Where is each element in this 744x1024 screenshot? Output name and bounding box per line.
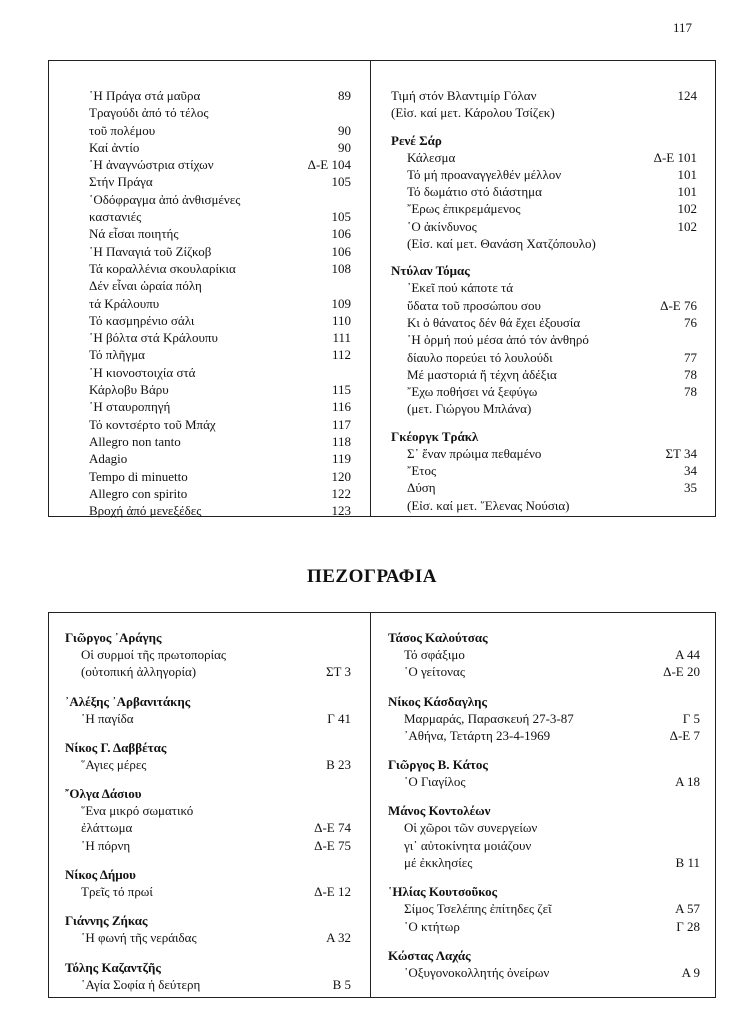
index-entry — [391, 400, 697, 417]
index-entry — [388, 819, 700, 836]
entry-title: Τρεῖς τό πρωί — [81, 884, 153, 900]
entry-title: Τό δωμάτιο στό διάστημα — [407, 184, 542, 200]
entry-page-ref: 122 — [331, 485, 351, 501]
entry-page-ref: ΣΤ 3 — [325, 664, 351, 680]
index-entry — [89, 87, 351, 104]
entry-title: Adagio — [89, 451, 128, 467]
author-name: Γιῶργος Β. Κάτος — [388, 757, 488, 773]
author-name: Νίκος Δήμου — [65, 867, 136, 883]
entry-title: ῾Η βόλτα στά Κράλουπυ — [89, 330, 218, 346]
entry-page-ref: ΣΤ 34 — [665, 445, 697, 461]
entry-page-ref: Β 11 — [675, 855, 700, 871]
entry-page-ref: 119 — [331, 451, 351, 467]
index-entry — [391, 366, 697, 383]
entry-title: Οἱ χῶροι τῶν συνεργείων — [404, 820, 538, 836]
index-entry — [391, 479, 697, 496]
entry-title: Οἱ συρμοί τῆς πρωτοπορίας — [81, 647, 227, 662]
index-entry — [391, 279, 697, 296]
entry-title: Τό κασμηρένιο σάλι — [89, 312, 195, 328]
entry-title: Allegro non tanto — [89, 433, 181, 449]
author-name: ῎Ολγα Δάσιου — [65, 786, 142, 802]
entry-title: ῾Η σταυροπηγή — [89, 399, 171, 415]
entry-title: Τιμή στόν Βλαντιμίρ Γόλαν — [391, 88, 537, 103]
author-name: Τόλης Καζαντζῆς — [65, 959, 161, 975]
entry-title: Τό σφάξιμο — [404, 647, 465, 662]
index-entry — [391, 218, 697, 235]
entry-title: Μαρμαράς, Παρασκευή 27-3-87 — [404, 710, 574, 726]
entry-title: ῾Η παγίδα — [81, 710, 134, 726]
entry-page-ref: 101 — [677, 184, 697, 200]
entry-page-ref: Α 44 — [675, 647, 700, 662]
entry-title: Καί ἀντίο — [89, 139, 140, 155]
entry-page-ref: 109 — [331, 295, 351, 311]
entry-title: Κάλεσμα — [407, 149, 456, 165]
index-entry — [391, 149, 697, 166]
poetry-author-groups — [391, 132, 697, 514]
entry-title: Τό κοντσέρτο τοῦ Μπάχ — [89, 416, 216, 432]
entry-page-ref: 111 — [332, 330, 351, 346]
entry-title: ῾Η ἀναγνώστρια στίχων — [89, 157, 214, 173]
column-divider — [370, 613, 371, 997]
author-name: Ρενέ Σάρ — [391, 132, 442, 148]
entry-title: ῞Αγιες μέρες — [81, 756, 147, 772]
author-group — [65, 866, 351, 900]
entry-title: (οὐτοπική ἀλληγορία) — [81, 664, 197, 680]
index-entry — [391, 445, 697, 462]
entry-page-ref: Δ-Ε 76 — [660, 297, 697, 313]
column-divider — [370, 61, 371, 516]
entry-title: ὕδατα τοῦ προσώπου σου — [407, 297, 541, 313]
index-entry — [65, 976, 351, 993]
entry-title: (μετ. Γιώργου Μπλάνα) — [407, 401, 532, 417]
entry-page-ref: 90 — [338, 122, 351, 138]
index-entry — [391, 104, 697, 121]
entry-page-ref: Α 32 — [326, 930, 351, 946]
entry-title: Δέν εἶναι ὡραία πόλη — [89, 278, 202, 294]
poetry-left-column — [89, 87, 351, 519]
index-entry — [89, 260, 351, 277]
author-group — [388, 947, 700, 981]
index-entry — [89, 225, 351, 242]
entry-page-ref: 115 — [331, 382, 351, 398]
entry-page-ref: Δ-Ε 75 — [314, 837, 351, 853]
entry-page-ref: 120 — [331, 468, 351, 484]
author-name: Γκέοργκ Τράκλ — [391, 428, 479, 444]
author-group — [388, 756, 700, 790]
entry-page-ref: 76 — [684, 314, 697, 330]
entry-page-ref: 118 — [331, 433, 351, 449]
author-group — [391, 132, 697, 253]
index-entry — [89, 364, 351, 381]
author-group — [391, 428, 697, 514]
prose-left-column — [65, 629, 351, 1005]
index-entry — [89, 485, 351, 502]
index-entry — [391, 349, 697, 366]
entry-title: ῾Η Παναγιά τοῦ Ζίζκοβ — [89, 243, 212, 259]
entry-title: ῾Η κιονοστοιχία στά — [89, 364, 196, 380]
entry-page-ref: 106 — [331, 226, 351, 242]
index-entry — [65, 929, 351, 946]
entry-title: ῾Ο κτήτωρ — [404, 918, 460, 934]
index-entry — [89, 156, 351, 173]
author-group — [388, 883, 700, 935]
page-number: 117 — [672, 20, 692, 35]
index-entry — [65, 710, 351, 727]
entry-page-ref: Β 23 — [326, 756, 351, 772]
index-entry — [388, 727, 700, 744]
entry-page-ref: Γ 5 — [682, 710, 700, 726]
entry-title: ῾Ο ἀκίνδυνος — [407, 218, 477, 234]
index-entry — [89, 312, 351, 329]
entry-title: ᾿Αθήνα, Τετάρτη 23-4-1969 — [404, 727, 551, 743]
entry-title: Τά κοραλλένια σκουλαρίκια — [89, 260, 236, 276]
entry-page-ref: Α 57 — [675, 901, 700, 917]
entry-title: ῾Οδόφραγμα ἀπό ἀνθισμένες — [89, 191, 241, 207]
index-entry — [391, 383, 697, 400]
index-entry — [391, 462, 697, 479]
author-group — [65, 693, 351, 727]
entry-page-ref: 102 — [677, 201, 697, 217]
entry-page-ref: Δ-Ε 12 — [314, 884, 351, 900]
entry-title: Σ᾿ ἕναν πρώιμα πεθαμένο — [407, 445, 542, 461]
author-group — [388, 802, 700, 871]
entry-title: ᾿Οξυγονοκολλητής ὀνείρων — [404, 964, 550, 980]
author-name: Τάσος Καλούτσας — [388, 630, 488, 645]
index-entry — [89, 208, 351, 225]
entry-page-ref: Γ 28 — [676, 918, 700, 934]
entry-page-ref: 105 — [331, 174, 351, 190]
entry-title: ῾Αγία Σοφία ἡ δεύτερη — [81, 976, 201, 992]
poetry-right-top — [391, 87, 697, 122]
entry-title: ῾Η πόρνη — [81, 837, 131, 853]
entry-title: Τό μή προαναγγελθέν μέλλον — [407, 166, 562, 182]
entry-title: ῞Ενα μικρό σωματικό — [81, 803, 194, 819]
author-name: Γιῶργος ᾿Αράγης — [65, 630, 162, 645]
index-entry — [391, 314, 697, 331]
poetry-right-column — [391, 87, 697, 524]
entry-page-ref: 34 — [684, 463, 697, 479]
author-group — [388, 693, 700, 745]
index-entry — [65, 819, 351, 836]
index-entry — [89, 173, 351, 190]
entry-title: ῾Η ὁρμή πού μέσα ἀπό τόν ἀνθηρό — [407, 332, 589, 348]
entry-page-ref: 116 — [331, 399, 351, 415]
entry-title: ῾Η φωνή τῆς νεράιδας — [81, 930, 197, 946]
index-entry — [89, 381, 351, 398]
author-group — [65, 739, 351, 773]
author-name: ῾Ηλίας Κουτσοῦκος — [388, 884, 498, 900]
index-entry — [65, 646, 351, 663]
author-name: ᾿Αλέξης ᾿Αρβανιτάκης — [65, 693, 191, 709]
entry-page-ref: Δ-Ε 20 — [663, 664, 700, 680]
index-entry — [388, 646, 700, 663]
entry-title: ᾿Εκεῖ πού κάποτε τά — [407, 280, 514, 296]
entry-page-ref: Δ-Ε 101 — [653, 149, 697, 165]
index-entry — [391, 235, 697, 252]
entry-page-ref: 77 — [684, 349, 697, 365]
entry-title: Σίμος Τσελέπης ἐπίτηδες ζεῖ — [404, 901, 552, 917]
entry-page-ref: 35 — [684, 480, 697, 496]
author-group — [65, 629, 351, 681]
index-entry — [388, 663, 700, 680]
entry-title: Tempo di minuetto — [89, 468, 188, 484]
index-entry — [89, 139, 351, 156]
author-group — [65, 912, 351, 946]
entry-title: ῎Ετος — [407, 463, 437, 479]
index-entry — [89, 416, 351, 433]
entry-page-ref: 123 — [331, 503, 351, 519]
index-entry — [89, 468, 351, 485]
index-entry — [65, 837, 351, 854]
entry-page-ref: 78 — [684, 366, 697, 382]
entry-page-ref: 78 — [684, 384, 697, 400]
prose-right-column — [388, 629, 700, 993]
index-entry — [388, 710, 700, 727]
entry-page-ref: 106 — [331, 243, 351, 259]
entry-page-ref: Α 18 — [675, 774, 700, 790]
index-entry — [89, 191, 351, 208]
index-entry — [391, 200, 697, 217]
index-entry — [89, 346, 351, 363]
index-entry — [89, 450, 351, 467]
author-name: Κώστας Λαχάς — [388, 947, 471, 963]
entry-title: Βροχή ἀπό μενεξέδες — [89, 503, 202, 519]
index-entry — [388, 918, 700, 935]
entry-title: γι᾿ αὐτοκίνητα μοιάζουν — [404, 837, 532, 853]
entry-title: Κι ὁ θάνατος δέν θά ἔχει ἐξουσία — [407, 314, 581, 330]
index-entry — [391, 297, 697, 314]
entry-title: ἐλάττωμα — [81, 820, 133, 836]
poetry-index-box — [48, 60, 716, 517]
index-entry — [89, 277, 351, 294]
prose-index-box — [48, 612, 716, 998]
entry-title: (Εἰσ. καί μετ. ῞Ελενας Νούσια) — [407, 497, 570, 513]
entry-title: ῎Ερως ἐπικρεμάμενος — [407, 201, 521, 217]
author-name: Νίκος Κάσδαγλης — [388, 693, 488, 709]
entry-page-ref: Δ-Ε 74 — [314, 820, 351, 836]
entry-page-ref: 105 — [331, 209, 351, 225]
entry-title: Μέ μαστοριά ἤ τέχνη ἀδέξια — [407, 366, 557, 382]
index-entry — [89, 433, 351, 450]
entry-page-ref: Α 9 — [681, 964, 700, 980]
index-entry — [89, 104, 351, 121]
author-group — [65, 785, 351, 854]
index-entry — [89, 398, 351, 415]
entry-page-ref: 117 — [331, 416, 351, 432]
author-name: Νίκος Γ. Δαββέτας — [65, 739, 167, 755]
index-entry — [388, 854, 700, 871]
entry-title: Τραγούδι ἀπό τό τέλος — [89, 105, 209, 121]
entry-page-ref: 124 — [677, 88, 697, 103]
entry-title: Νά εἶσαι ποιητής — [89, 226, 179, 242]
entry-title: (Εἰσ. καί μετ. Θανάση Χατζόπουλο) — [407, 236, 596, 252]
index-entry — [388, 773, 700, 790]
index-entry — [89, 122, 351, 139]
index-entry — [65, 663, 351, 680]
index-entry — [391, 87, 697, 104]
index-entry — [388, 837, 700, 854]
index-entry — [65, 756, 351, 773]
index-entry — [391, 183, 697, 200]
author-group — [388, 629, 700, 681]
index-entry — [391, 497, 697, 514]
index-entry — [89, 329, 351, 346]
entry-title: ῾Ο γείτονας — [404, 664, 466, 680]
index-entry — [65, 883, 351, 900]
index-entry — [65, 802, 351, 819]
entry-page-ref: 89 — [338, 88, 351, 103]
author-name: Μάνος Κοντολέων — [388, 803, 491, 819]
index-entry — [388, 900, 700, 917]
author-name: Ντύλαν Τόμας — [391, 263, 470, 279]
entry-title: μέ ἐκκλησίες — [404, 855, 473, 871]
entry-page-ref: 102 — [677, 218, 697, 234]
entry-page-ref: 110 — [331, 312, 351, 328]
entry-title: τά Κράλουπυ — [89, 295, 160, 311]
entry-title: ῎Εχω ποθήσει νά ξεφύγω — [407, 384, 538, 400]
entry-page-ref: 90 — [338, 139, 351, 155]
entry-page-ref: Δ-Ε 7 — [669, 727, 700, 743]
entry-title: καστανιές — [89, 209, 142, 225]
entry-title: ῾Ο Γιαγίλος — [404, 774, 466, 790]
index-entry — [89, 502, 351, 519]
index-entry — [391, 331, 697, 348]
entry-title: (Εἰσ. καί μετ. Κάρολου Τσίζεκ) — [391, 105, 555, 121]
index-entry — [89, 295, 351, 312]
entry-page-ref: Γ 41 — [327, 710, 351, 726]
entry-title: ῾Η Πράγα στά μαῦρα — [89, 88, 201, 103]
entry-title: Allegro con spirito — [89, 485, 188, 501]
entry-title: δίαυλο πορεύει τό λουλούδι — [407, 349, 553, 365]
entry-page-ref: 108 — [331, 260, 351, 276]
index-entry — [388, 964, 700, 981]
index-entry — [391, 166, 697, 183]
entry-title: Στήν Πράγα — [89, 174, 153, 190]
entry-title: Δύση — [407, 480, 436, 496]
index-entry — [89, 243, 351, 260]
author-group — [65, 959, 351, 993]
entry-title: Κάρλοβυ Βάρυ — [89, 382, 169, 398]
entry-title: Τό πλῆγμα — [89, 347, 145, 363]
author-group — [391, 262, 697, 417]
entry-title: τοῦ πολέμου — [89, 122, 156, 138]
entry-page-ref: Δ-Ε 104 — [307, 157, 351, 173]
entry-page-ref: 112 — [331, 347, 351, 363]
entry-page-ref: Β 5 — [332, 976, 351, 992]
author-name: Γιάννης Ζήκας — [65, 913, 148, 929]
entry-page-ref: 101 — [677, 166, 697, 182]
section-title-prose: ΠΕΖΟΓΡΑΦΙΑ — [306, 566, 437, 587]
